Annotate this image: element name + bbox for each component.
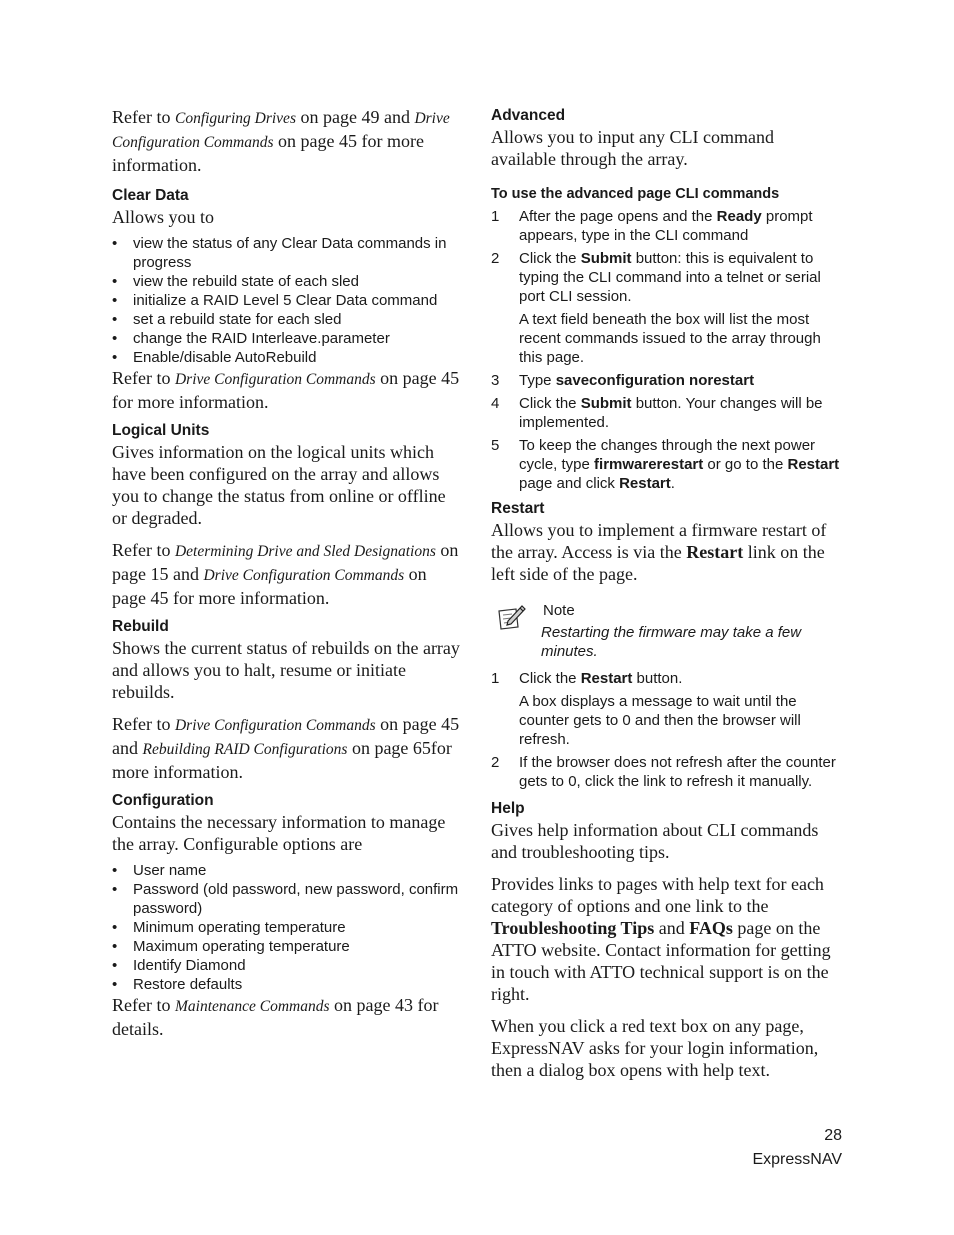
link-drive-configuration-commands[interactable]: Drive Configuration Commands [112,110,450,151]
heading-logical-units: Logical Units [112,422,210,439]
clear-data-list [112,234,464,367]
link-rebuilding-raid[interactable]: Rebuilding RAID Configurations [142,741,348,758]
step-item: 1 Click the Restart button. [491,670,683,687]
restart-text: Allows you to implement a firmware restart of the array. Access is via the Restart link on the left side of the page. [491,520,827,584]
step-item: 2 If the browser does not refresh after the counter gets to 0, click the link to refresh it manually. [491,754,836,790]
list-item: • Maximum operating temperature [112,938,350,955]
step-note: A box displays a message to wait until the counter gets to 0 and then the browser will refresh. [519,693,801,748]
step-item: 2 Click the Submit button: this is equivalent to typing the CLI command into a telnet or serial port CLI session. [491,250,821,305]
step-item: 5 To keep the changes through the next power cycle, type firmwarerestart or go to the Restart page and click Restart. [491,437,840,492]
list-item: • Restore defaults [112,976,243,993]
right-column [491,106,843,1091]
advanced-text: Allows you to input any CLI command available through the array. [491,127,774,169]
note-pencil-icon [496,603,526,631]
left-column [112,106,464,1050]
restart-steps-continued [491,753,843,791]
link-drive-configuration-commands[interactable]: Drive Configuration Commands [174,717,376,734]
heading-clear-data: Clear Data [112,187,189,204]
advanced-steps [491,207,843,306]
step-item: 3 Type saveconfiguration norestart [491,372,755,389]
step-item: 4 Click the Submit button. Your changes will be implemented. [491,395,823,431]
list-item: • view the rebuild state of each sled [112,273,359,290]
intro-reference [112,106,464,176]
heading-rebuild: Rebuild [112,618,169,635]
link-drive-configuration-commands[interactable]: Drive Configuration Commands [203,567,405,584]
help-dialog-text: When you click a red text box on any page, ExpressNAV asks for your login information, then a dialog box opens with help text. [491,1016,819,1080]
page-number: 28 [824,1127,842,1144]
step-note: A text field beneath the box will list the most recent commands issued to the array through this page. [519,311,821,366]
text: on page 49 and [295,107,415,127]
list-item: • Password (old password, new password, confirm password) [112,881,459,917]
restart-steps [491,669,843,688]
note-callout [491,599,843,663]
clear-data-text: Allows you to [112,207,215,227]
heading-advanced: Advanced [491,107,566,124]
rebuild-text: Shows the current status of rebuilds on the array and allows you to halt, resume or initiate rebuilds. [112,638,460,702]
list-item: • view the status of any Clear Data commands in progress [112,235,447,271]
help-text: Gives help information about CLI commands and troubleshooting tips. [491,820,819,862]
list-item: • initialize a RAID Level 5 Clear Data command [112,292,438,309]
rebuild-reference: Refer to Drive Configuration Commands on page 45 and Rebuilding RAID Configurations on page 65for more information. [112,714,460,782]
list-item: • change the RAID Interleave.parameter [112,330,390,347]
configuration-reference: Refer to Maintenance Commands on page 43 for details. [112,995,439,1039]
logical-units-reference: Refer to Determining Drive and Sled Designations on page 15 and Drive Configuration Commands on page 45 for more information. [112,540,459,608]
list-item: • Identify Diamond [112,957,246,974]
link-configuring-drives[interactable]: Configuring Drives [174,110,296,127]
advanced-steps-continued [491,371,843,493]
step-item: 1 After the page opens and the Ready prompt appears, type in the CLI command [491,208,813,244]
text: Refer to [112,107,175,127]
heading-restart: Restart [491,500,545,517]
page-footer [752,1124,842,1172]
note-text: Restarting the firmware may take a few minutes. [541,624,802,660]
help-links-text: Provides links to pages with help text for each category of options and one link to the Troubleshooting Tips and FAQs page on the ATTO website. Contact information for getting in touch with ATTO technical support is on the right. [491,874,831,1004]
configuration-text: Contains the necessary information to manage the array. Configurable options are [112,812,446,854]
link-determining-drive-sled[interactable]: Determining Drive and Sled Designations [174,543,436,560]
list-item: • User name [112,862,207,879]
text: on page 45 for more information. [112,131,424,175]
subheading-advanced-cli: To use the advanced page CLI commands [491,186,780,202]
link-drive-configuration-commands[interactable]: Drive Configuration Commands [174,371,376,388]
note-label: Note [543,602,575,619]
list-item: • Minimum operating temperature [112,919,346,936]
heading-help: Help [491,800,525,817]
clear-data-reference: Refer to Drive Configuration Commands on page 45 for more information. [112,368,460,412]
list-item: • Enable/disable AutoRebuild [112,349,317,366]
product-name: ExpressNAV [752,1151,842,1168]
logical-units-text: Gives information on the logical units which have been configured on the array and allows you to change the status from online or offline or degraded. [112,442,446,528]
configuration-list [112,861,464,994]
heading-configuration: Configuration [112,792,214,809]
link-maintenance-commands[interactable]: Maintenance Commands [174,998,330,1015]
list-item: • set a rebuild state for each sled [112,311,342,328]
